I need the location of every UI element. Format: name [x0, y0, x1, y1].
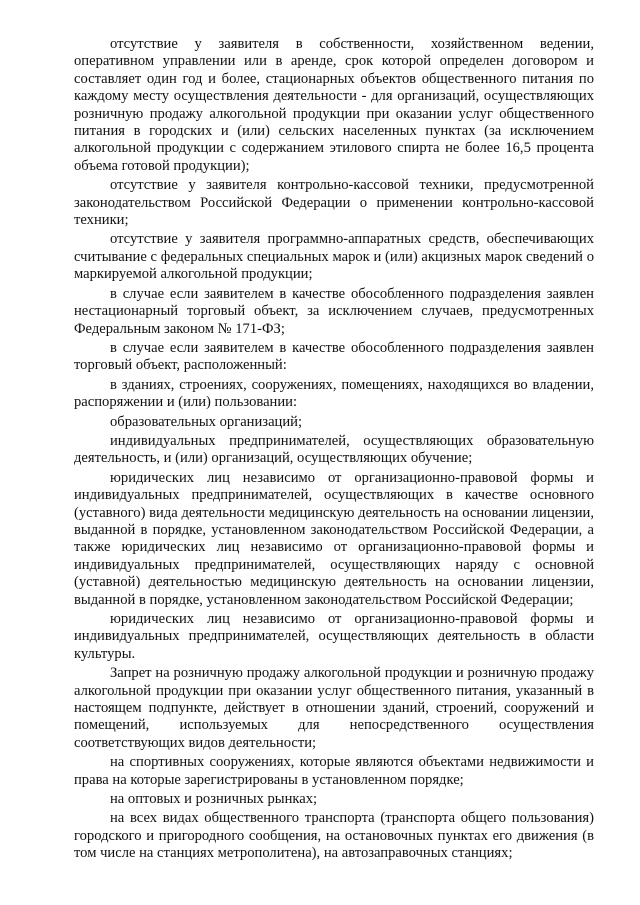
paragraph-medical-entities: юридических лиц независимо от организационно-правовой формы и индивидуальных предпринимателей, осуществляющих в качестве основного (уставного) вида деятельности медицинскую деятельность на основании лицензии, выданной в порядке, установленном законодательством Российской Федерации, а также юридических лиц независимо от организационно-правовой формы и индивидуальных предпринимателей, осуществляющих наряду с основной (уставной) деятельностью медицинскую деятельность на основании лицензии, выданной в порядке, установленном законодательством Российской Федерации;	[74, 469, 594, 608]
paragraph-no-premises: отсутствие у заявителя в собственности, хозяйственном ведении, оперативном управлении или в аренде, срок которой определен договором и составляет один год и более, стационарных объектов общественного питания по каждому месту осуществления деятельности - для организаций, осуществляющих розничную продажу алкогольной продукции при оказании услуг общественного питания в городских и (или) сельских населенных пунктах (за исключением алкогольной продукции с содержанием этилового спирта не более 16,5 процента объема готовой продукции);	[74, 36, 594, 174]
paragraph-markets: на оптовых и розничных рынках;	[110, 791, 318, 808]
paragraph-culture-entities: юридических лиц независимо от организационно-правовой формы и индивидуальных предпринимателей, осуществляющих деятельность в области культуры.	[74, 611, 594, 662]
paragraph-no-cash-register: отсутствие у заявителя контрольно-кассовой техники, предусмотренной законодательством Российской Федерации о применении контрольно-кассовой техники;	[74, 177, 594, 229]
paragraph-sports-facilities: на спортивных сооружениях, которые являются объектами недвижимости и права на которые зарегистрированы в установленном порядке;	[74, 754, 594, 788]
paragraph-trade-object-located: в случае если заявителем в качестве обособленного подразделения заявлен торговый объект, расположенный:	[74, 339, 594, 374]
paragraph-ban-scope: Запрет на розничную продажу алкогольной продукции и розничную продажу алкогольной продукции при оказании услуг общественного питания, указанный в настоящем подпункте, действует в отношении зданий, строений, сооружений и помещений, используемых для непосредственного осуществления соответствующих видов деятельности;	[74, 665, 594, 751]
paragraph-educational-orgs: образовательных организаций;	[110, 413, 303, 430]
paragraph-individual-entrepreneurs: индивидуальных предпринимателей, осуществляющих образовательную деятельность, и (или) организаций, осуществляющих обучение;	[74, 432, 594, 467]
paragraph-buildings: в зданиях, строениях, сооружениях, помещениях, находящихся во владении, распоряжении и (или) пользовании:	[74, 376, 594, 411]
paragraph-public-transport: на всех видах общественного транспорта (транспорта общего пользования) городского и пригородного сообщения, на остановочных пунктах его движения (в том числе на станциях метрополитена), на автозаправочных станциях;	[74, 810, 594, 862]
paragraph-no-hardware-software: отсутствие у заявителя программно-аппаратных средств, обеспечивающих считывание с федеральных специальных марок и (или) акцизных марок сведений о маркируемой алкогольной продукции;	[74, 231, 594, 283]
paragraph-non-stationary-object: в случае если заявителем в качестве обособленного подразделения заявлен нестационарный торговый объект, за исключением случаев, предусмотренных Федеральным законом № 171-ФЗ;	[74, 285, 594, 337]
document-body	[74, 36, 594, 865]
